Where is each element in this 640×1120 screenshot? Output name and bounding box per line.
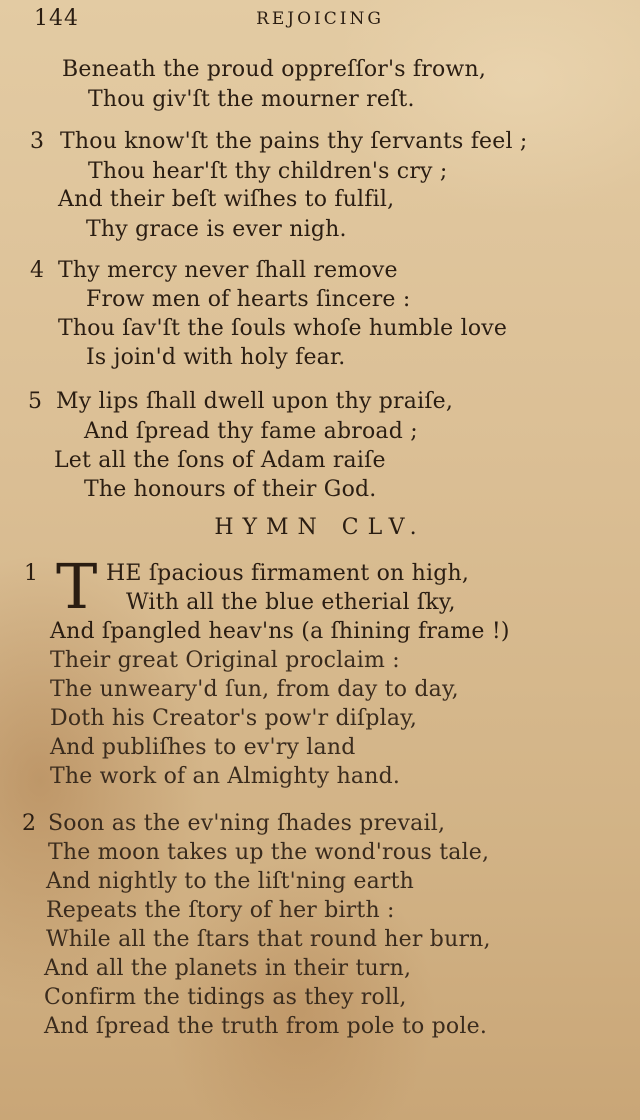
verse-line: The moon takes up the wond'rous tale, (48, 840, 490, 865)
verse-line: Beneath the proud oppreſſor's frown, (62, 57, 487, 82)
stanza-number: 5 (28, 389, 42, 414)
running-head: REJOICING (256, 9, 384, 29)
verse-line: Thou giv'ſt the mourner reſt. (88, 87, 415, 112)
stanza-number: 3 (30, 129, 44, 154)
verse-line: Let all the ſons of Adam raiſe (54, 448, 386, 473)
drop-cap: T (56, 550, 98, 623)
verse-line: And ſpread thy fame abroad ; (84, 419, 418, 444)
verse-line: The honours of their God. (84, 477, 377, 502)
verse-line: The work of an Almighty hand. (50, 764, 401, 789)
verse-line: Thou ſav'ſt the ſouls whoſe humble love (58, 316, 508, 341)
verse-line: Confirm the tidings as they roll, (44, 985, 407, 1010)
verse-line: Doth his Creator's pow'r diſplay, (50, 706, 418, 731)
verse-line: Thy grace is ever nigh. (86, 217, 347, 242)
verse-line: Thou hear'ſt thy children's cry ; (88, 159, 448, 184)
verse-line: And nightly to the liſt'ning earth (46, 869, 415, 894)
verse-line: Repeats the ſtory of her birth : (46, 898, 395, 923)
hymn-title: HYMN CLV. (214, 515, 426, 540)
verse-line: And their beſt wiſhes to fulfil, (58, 187, 395, 212)
verse-line: And ſpangled heav'ns (a ſhining frame !) (50, 619, 510, 644)
verse-line: While all the ſtars that round her burn, (46, 927, 491, 952)
verse-line: The unweary'd ſun, from day to day, (50, 677, 459, 702)
verse-line: And all the planets in their turn, (44, 956, 412, 981)
verse-line: With all the blue etherial ſky, (126, 590, 456, 615)
stanza-number: 4 (30, 258, 44, 283)
verse-line: My lips ſhall dwell upon thy praiſe, (56, 389, 454, 414)
verse-line: Is join'd with holy fear. (86, 345, 346, 370)
page-header (0, 6, 640, 36)
stanza-number: 1 (24, 561, 38, 586)
verse-line: HE ſpacious firmament on high, (106, 561, 470, 586)
verse-line: Soon as the ev'ning ſhades prevail, (48, 811, 446, 836)
verse-line: Thy mercy never ſhall remove (58, 258, 398, 283)
verse-line: Thou know'ſt the pains thy ſervants feel ; (60, 129, 528, 154)
verse-line: And ſpread the truth from pole to pole. (44, 1014, 488, 1039)
verse-line: Their great Original proclaim : (50, 648, 400, 673)
page-number: 144 (34, 6, 79, 31)
verse-line: Frow men of hearts ſincere : (86, 287, 411, 312)
stanza-number: 2 (22, 811, 36, 836)
verse-line: And publiſhes to ev'ry land (50, 735, 356, 760)
